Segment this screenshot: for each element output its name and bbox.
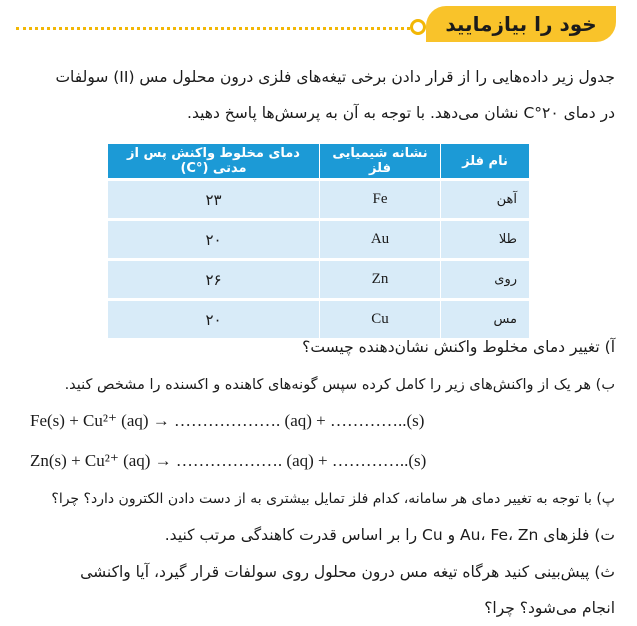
question-t: ت) فلزهای Au، Fe، Zn و Cu را بر اساس قدرت کاهندگی مرتب کنید.: [164, 526, 615, 544]
cell-symbol: Au: [319, 218, 440, 258]
header-metal-name: نام فلز: [440, 144, 529, 178]
intro-line-2: در دمای ۲۰°C نشان می‌دهد. با توجه به آن به پرسش‌ها پاسخ دهید.: [187, 104, 615, 122]
metal-data-table: [107, 144, 529, 338]
table-header-row: [107, 144, 529, 178]
table-row: [107, 298, 529, 338]
dotted-divider: [16, 27, 417, 30]
cell-symbol: Cu: [319, 298, 440, 338]
header-reaction-temperature: دمای مخلوط واکنش پس از مدتی (°C): [107, 144, 319, 178]
bullet-circle-icon: [410, 19, 426, 35]
table-row: [107, 258, 529, 298]
cell-temperature: ۲۰: [107, 298, 319, 338]
cell-symbol: Zn: [319, 258, 440, 298]
section-title: خود را بیازمایید: [426, 6, 616, 42]
cell-temperature: ۲۰: [107, 218, 319, 258]
question-s-line-2: انجام می‌شود؟ چرا؟: [484, 599, 615, 617]
question-b: ب) هر یک از واکنش‌های زیر را کامل کرده سپس گونه‌های کاهنده و اکسنده را مشخص کنید.: [64, 377, 615, 393]
cell-metal-name: آهن: [440, 178, 529, 218]
question-a: آ) تغییر دمای مخلوط واکنش نشان‌دهنده چیست؟: [302, 338, 615, 356]
cell-symbol: Fe: [319, 178, 440, 218]
cell-temperature: ۲۳: [107, 178, 319, 218]
question-p: پ) با توجه به تغییر دمای هر سامانه، کدام فلز تمایل بیشتری به از دست دادن الکترون دارد؟ چرا؟: [51, 491, 615, 507]
cell-temperature: ۲۶: [107, 258, 319, 298]
equation-zn: Zn(s) + Cu²⁺ (aq) → ………………. (aq) + …………..(s): [30, 451, 427, 470]
question-s-line-1: ث) پیش‌بینی کنید هرگاه تیغه مس درون محلول روی سولفات قرار گیرد، آیا واکنشی: [80, 563, 615, 581]
cell-metal-name: روی: [440, 258, 529, 298]
table-row: [107, 218, 529, 258]
section-header: [0, 0, 637, 44]
table-row: [107, 178, 529, 218]
equation-fe: Fe(s) + Cu²⁺ (aq) → ………………. (aq) + …………..(s): [30, 411, 425, 430]
header-chemical-symbol: نشانه شیمیایی فلز: [319, 144, 440, 178]
intro-line-1: جدول زیر داده‌هایی را از قرار دادن برخی تیغه‌های فلزی درون محلول مس (II) سولفات: [55, 68, 615, 86]
cell-metal-name: طلا: [440, 218, 529, 258]
cell-metal-name: مس: [440, 298, 529, 338]
